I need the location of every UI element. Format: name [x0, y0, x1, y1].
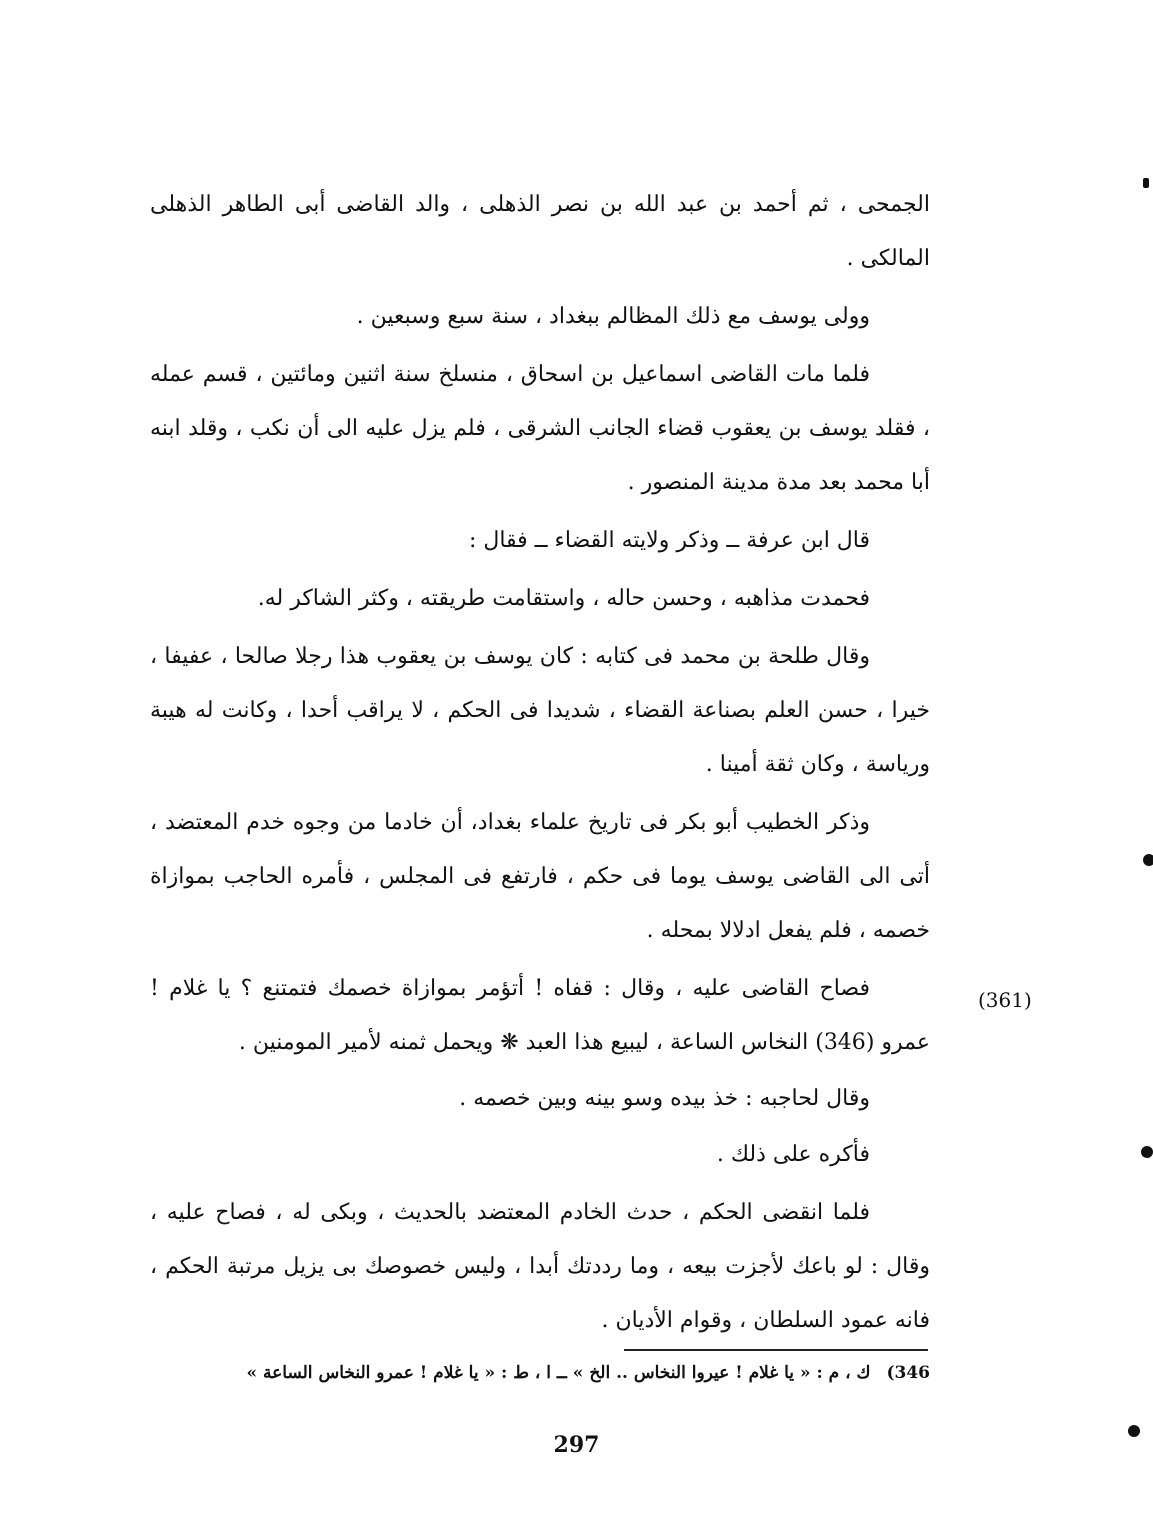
- paragraph: وولى يوسف مع ذلك المظالم ببغداد ، سنة سبع وسبعين .: [356, 304, 870, 329]
- paragraph: فأكره على ذلك .: [716, 1142, 870, 1167]
- scan-mark: [1143, 854, 1153, 866]
- margin-reference-number: (361): [978, 988, 1032, 1012]
- page-number: 297: [553, 1432, 600, 1458]
- paragraph: وقال لحاجبه : خذ بيده وسو بينه وبين خصمه .: [459, 1086, 870, 1111]
- paragraph: فحمدت مذاهبه ، وحسن حاله ، واستقامت طريقته ، وكثر الشاكر له.: [257, 586, 870, 611]
- paragraph: فصاح القاضى عليه ، وقال : قفاه ! أتؤمر بموازاة خصمك فتمتنع ؟ يا غلام ! عمرو (346) النخاس الساعة ، ليبيع هذا العبد ❋ ويحمل ثمنه لأمير المومنين .: [150, 976, 930, 1055]
- footnote-number: 346): [886, 1363, 930, 1383]
- paragraph: وذكر الخطيب أبو بكر فى تاريخ علماء بغداد، أن خادما من وجوه خدم المعتضد ، أتى الى القاضى يوسف يوما فى حكم ، فارتفع فى المجلس ، فأمره الحاجب بموازاة خصمه ، فلم يفعل ادلالا بمحله .: [150, 810, 930, 943]
- footnote: [170, 1360, 930, 1386]
- paragraph: الجمحى ، ثم أحمد بن عبد الله بن نصر الذهلى ، والد القاضى أبى الطاهر الذهلى المالكى .: [150, 192, 930, 271]
- scan-mark: [1143, 178, 1149, 188]
- paragraph: فلما مات القاضى اسماعيل بن اسحاق ، منسلخ سنة اثنين ومائتين ، قسم عمله ، فقلد يوسف بن يعقوب قضاء الجانب الشرقى ، فلم يزل عليه الى أن نكب ، وقلد ابنه أبا محمد بعد مدة مدينة المنصور .: [150, 362, 930, 495]
- scan-mark: [1128, 1425, 1140, 1437]
- footnote-text: ك ، م : « يا غلام ! عيروا النخاس .. الخ » ــ ا ، ط : « يا غلام ! عمرو النخاس الساعة »: [246, 1363, 871, 1383]
- footnote-separator: [624, 1349, 928, 1351]
- paragraph: قال ابن عرفة ــ وذكر ولايته القضاء ــ فقال :: [468, 528, 870, 553]
- paragraph: فلما انقضى الحكم ، حدث الخادم المعتضد بالحديث ، وبكى له ، فصاح عليه ، وقال : لو باعك لأجزت بيعه ، وما رددتك أبدا ، وليس خصوصك بى يزيل مرتبة الحكم ، فانه عمود السلطان ، وقوام الأديان .: [150, 1200, 930, 1333]
- scan-mark: [1141, 1146, 1153, 1158]
- main-text: [150, 178, 930, 1348]
- paragraph: وقال طلحة بن محمد فى كتابه : كان يوسف بن يعقوب هذا رجلا صالحا ، عفيفا ، خيرا ، حسن العلم بصناعة القضاء ، شديدا فى الحكم ، لا يراقب أحدا ، وكانت له هيبة ورياسة ، وكان ثقة أمينا .: [150, 644, 930, 777]
